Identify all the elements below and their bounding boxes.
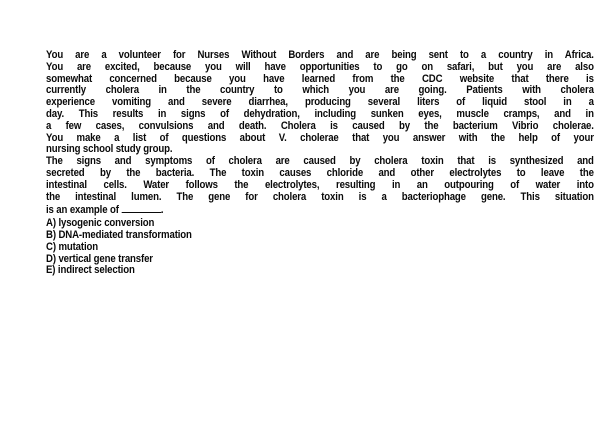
paragraph-line: experience vomiting and severe diarrhea, producing several liters of liquid stool in a (46, 96, 594, 109)
stem-end-period: . (160, 204, 164, 217)
question-stem (46, 156, 594, 217)
paragraph-line: You are excited, because you will have opportunities to go on safari, but you are also (46, 60, 594, 73)
option-e[interactable]: E) indirect selection (46, 264, 135, 277)
paragraph-line: somewhat concerned because you have learned from the CDC website that there is (46, 72, 594, 85)
paragraph-line: a few cases, convulsions and death. Cholera is caused by the bacterium Vibrio cholerae. (46, 119, 594, 132)
option-c[interactable]: C) mutation (46, 240, 99, 253)
answer-blank (121, 203, 161, 213)
stem-line: the intestinal lumen. The gene for cholera toxin is a bacteriophage gene. This situation (46, 190, 594, 203)
scenario-paragraph (46, 50, 594, 156)
paragraph-line: day. This results in signs of dehydration, including sunken eyes, muscle cramps, and in (46, 107, 594, 120)
stem-end-text: is an example of (46, 204, 119, 217)
paragraph-line: currently cholera in the country to which you are going. Patients with cholera (46, 84, 594, 97)
stem-line: secreted by the bacteria. The toxin causes chloride and other electrolytes to leave the (46, 166, 594, 179)
answer-options (46, 218, 594, 277)
option-a[interactable]: A) lysogenic conversion (46, 217, 155, 230)
stem-final-line (46, 203, 594, 217)
paragraph-line: nursing school study group. (46, 143, 173, 156)
option-b[interactable]: B) DNA-mediated transformation (46, 228, 192, 241)
option-d[interactable]: D) vertical gene transfer (46, 252, 153, 265)
question-text (46, 49, 594, 277)
paragraph-line: You are a volunteer for Nurses Without Borders and are being sent to a country in Africa. (46, 49, 594, 61)
stem-line: The signs and symptoms of cholera are caused by cholera toxin that is synthesized and (46, 155, 594, 168)
stem-line: intestinal cells. Water follows the electrolytes, resulting in an outpouring of water into (46, 178, 594, 191)
paragraph-line: You make a list of questions about V. cholerae that you answer with the help of your (46, 131, 594, 144)
